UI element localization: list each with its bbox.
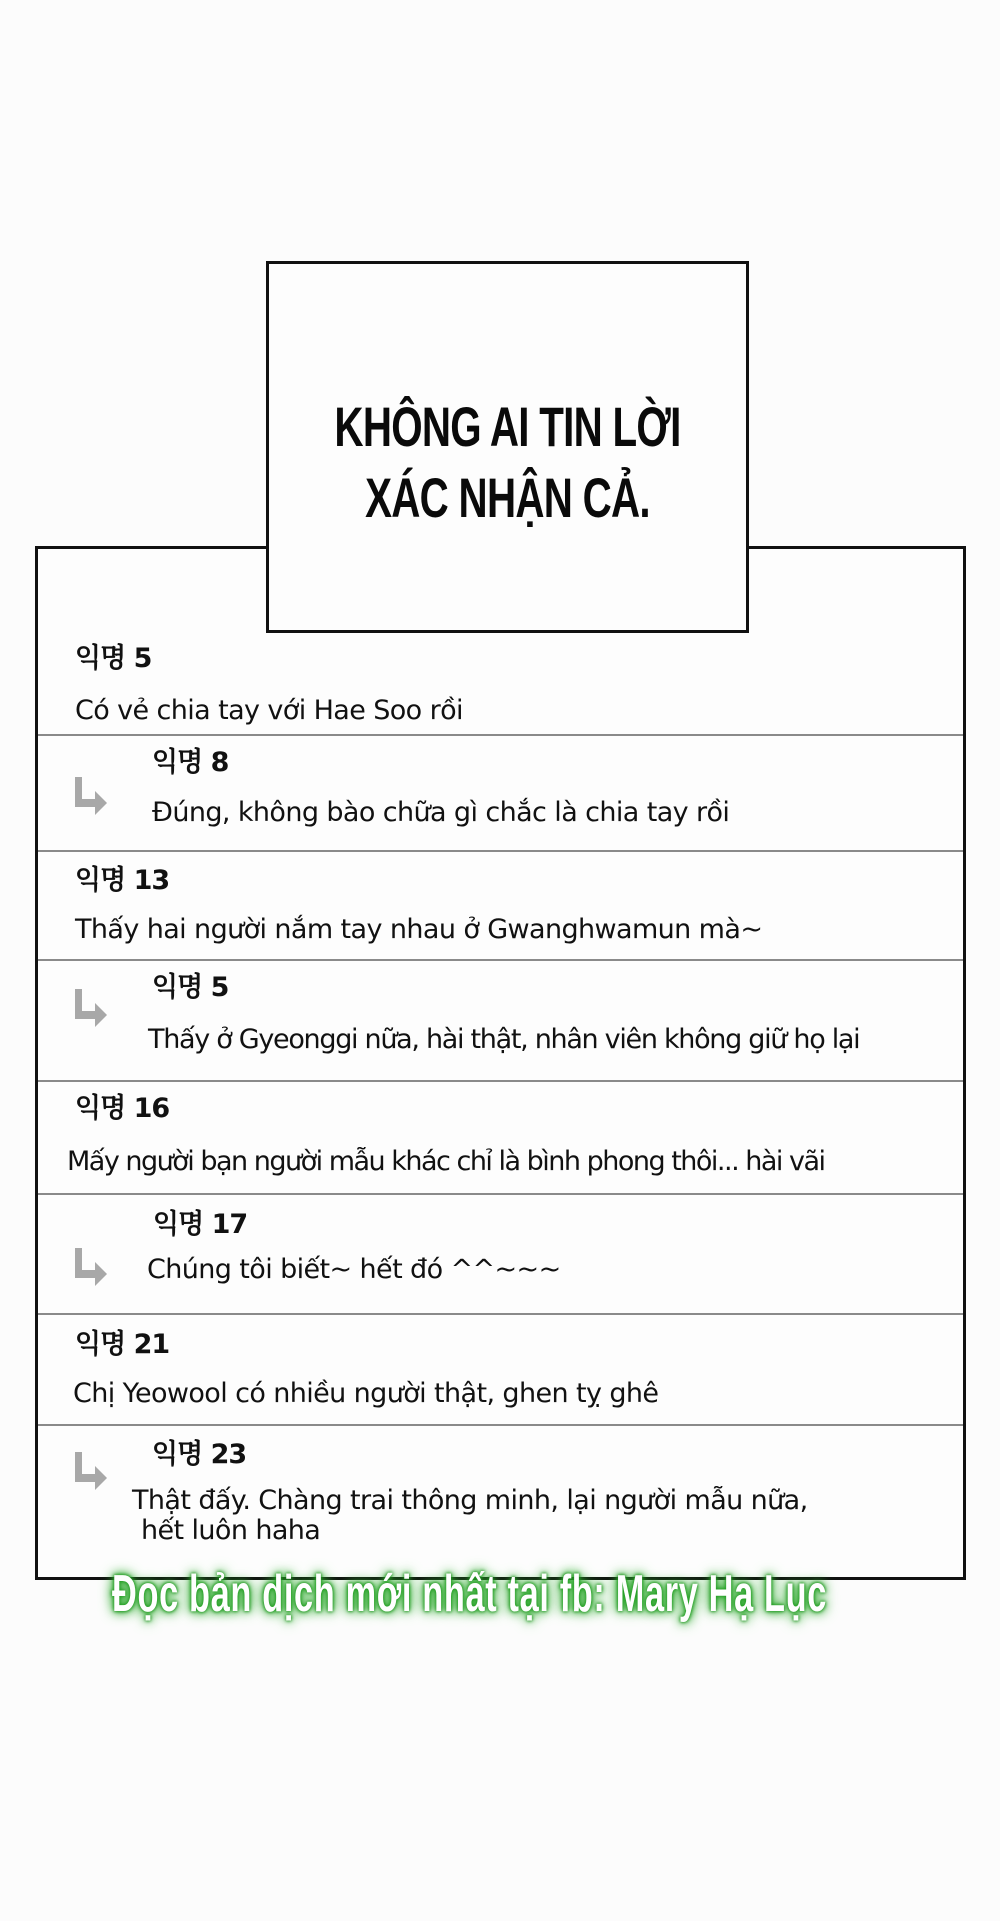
- comment-divider: [38, 1193, 963, 1195]
- comment-text: Đúng, không bào chữa gì chắc là chia tay rồi: [152, 797, 730, 828]
- comment-divider: [38, 1424, 963, 1426]
- comment-author: 익명 13: [75, 865, 170, 896]
- comment-text: Thấy hai người nắm tay nhau ở Gwanghwamun mà~: [75, 914, 763, 945]
- comment-author: 익명 5: [75, 643, 152, 674]
- comment-divider: [38, 1313, 963, 1315]
- comment-text: Có vẻ chia tay với Hae Soo rồi: [75, 695, 463, 726]
- comment-author: 익명 5: [152, 972, 229, 1003]
- comment-author: 익명 23: [152, 1439, 247, 1470]
- comment-author: 익명 16: [75, 1093, 170, 1124]
- comment-text: Thật đấy. Chàng trai thông minh, lại người mẫu nữa,: [132, 1485, 808, 1516]
- comment-text: Thấy ở Gyeonggi nữa, hài thật, nhân viên không giữ họ lại: [148, 1024, 860, 1055]
- reply-arrow-icon: [73, 987, 109, 1029]
- comment-text: Chúng tôi biết~ hết đó ^^~~~: [147, 1254, 561, 1285]
- caption-line-2: XÁC NHẬN CẢ.: [365, 466, 650, 529]
- comment-text: Mấy người bạn người mẫu khác chỉ là bình phong thôi... hài vãi: [67, 1146, 825, 1177]
- comment-divider: [38, 850, 963, 852]
- reply-arrow-icon: [73, 775, 109, 817]
- comment-text-continued: hết luôn haha: [141, 1515, 321, 1546]
- comment-divider: [38, 959, 963, 961]
- comment-author: 익명 17: [153, 1209, 248, 1240]
- caption-line-1: KHÔNG AI TIN LỜI: [334, 395, 681, 458]
- comment-text: Chị Yeowool có nhiều người thật, ghen tỵ ghê: [73, 1378, 659, 1409]
- comment-author: 익명 21: [75, 1329, 170, 1360]
- comment-divider: [38, 1080, 963, 1082]
- translator-watermark: Đọc bản dịch mới nhất tại fb: Mary Hạ Lục: [112, 1565, 828, 1623]
- reply-arrow-icon: [73, 1246, 109, 1288]
- reply-arrow-icon: [73, 1450, 109, 1492]
- comment-author: 익명 8: [152, 747, 229, 778]
- comment-divider: [38, 734, 963, 736]
